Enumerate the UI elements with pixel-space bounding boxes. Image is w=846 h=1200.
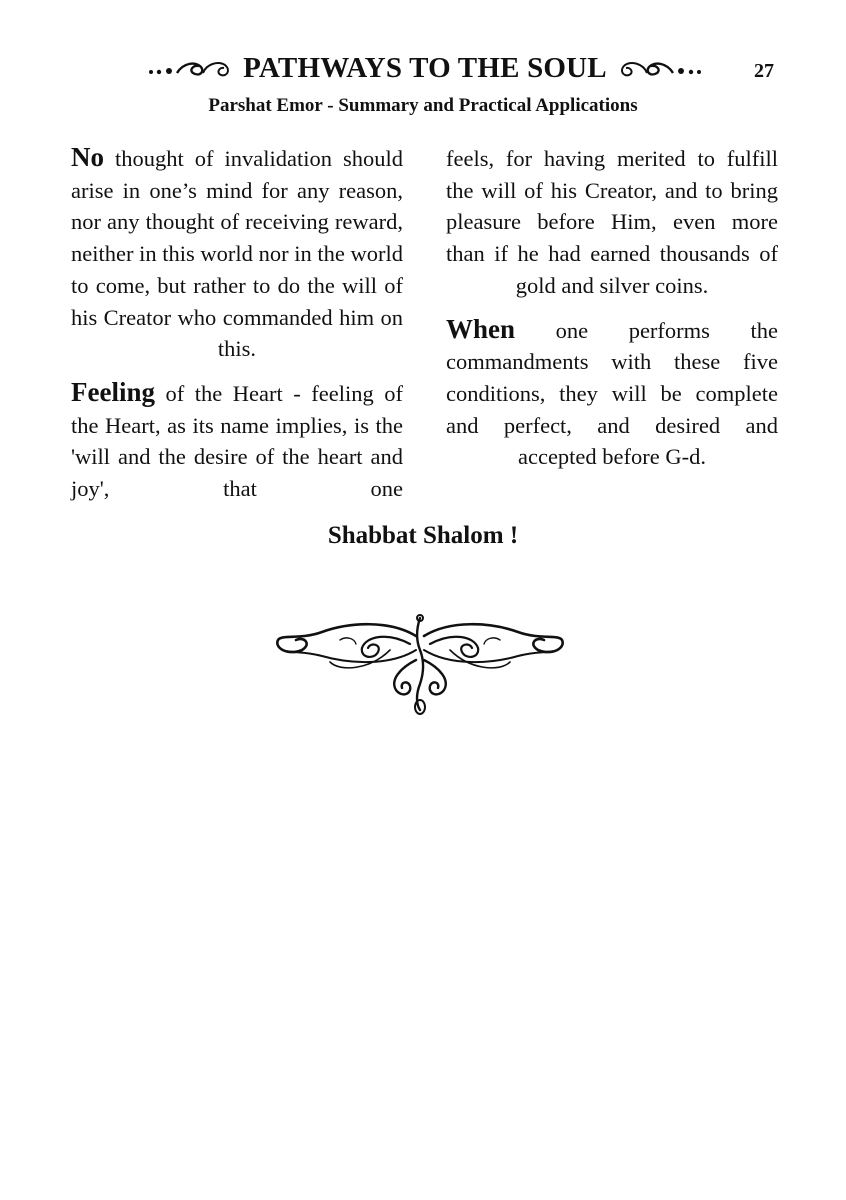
paragraph-no-thought	[71, 142, 403, 365]
paragraph-text: feels, for having merited to fulfill the will of his Creator, and to bring pleasure before Him, even more than if he had earned thousands of gold and silver coins.	[446, 146, 778, 298]
scroll-flourish-left-icon	[145, 55, 235, 81]
paragraph-feeling-of-heart	[71, 377, 403, 505]
paragraph-text: thought of invalidation should arise in one’s mind for any reason, nor any thought of receiving reward, neither in this world nor in the world to come, but rather to do the will of his Creator who commanded him on this.	[71, 146, 403, 362]
header-title-group	[130, 48, 720, 88]
header-title: PATHWAYS TO THE SOUL	[243, 51, 607, 84]
paragraph-lead-word: Feeling	[71, 376, 155, 407]
page-subtitle: Parshat Emor - Summary and Practical Applications	[208, 95, 638, 116]
paragraph-text: one performs the commandments with these five conditions, they will be complete and perfect, and desired and accepted before G-d.	[446, 317, 778, 470]
page-header	[0, 48, 846, 88]
paragraph-feels	[446, 142, 778, 302]
paragraph-when-one-performs	[446, 314, 778, 474]
decorative-scroll-ornament-icon	[270, 610, 570, 715]
left-column	[71, 142, 403, 517]
right-column	[446, 142, 778, 485]
closing-greeting: Shabbat Shalom !	[327, 522, 519, 549]
paragraph-lead-word: When	[446, 313, 516, 344]
scroll-flourish-right-icon	[615, 55, 705, 81]
paragraph-lead-word: No	[71, 142, 104, 172]
page-number: 27	[754, 60, 774, 82]
paragraph-text: of the Heart - feeling of the Heart, as its name implies, is the 'will and the desire of the heart and joy', that one	[71, 380, 403, 502]
